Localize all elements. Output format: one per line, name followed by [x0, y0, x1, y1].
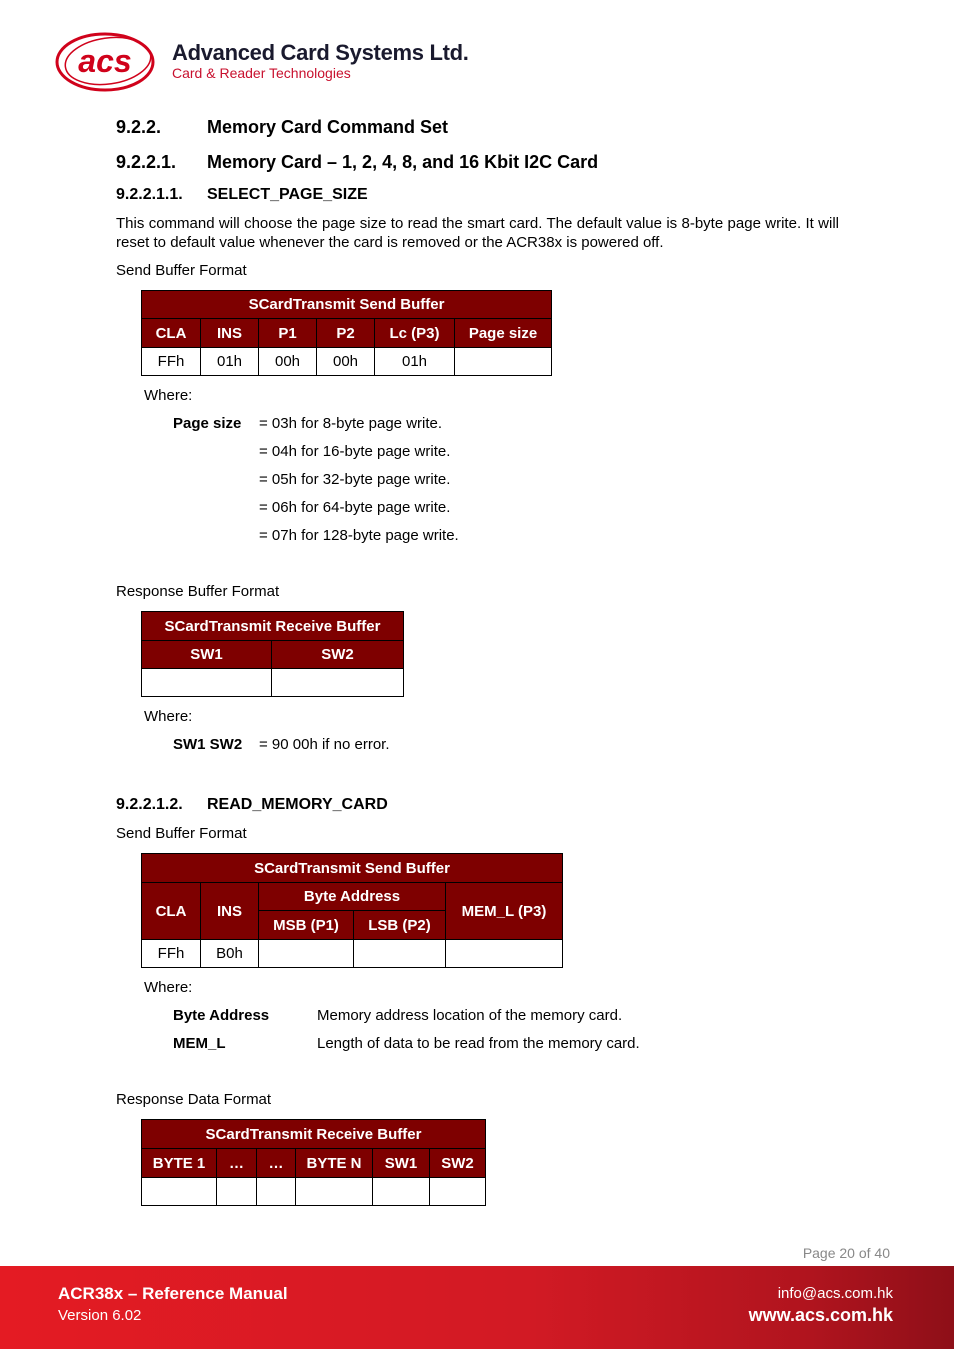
sw-term: SW1 SW2: [173, 736, 243, 753]
table-header: CLA: [142, 319, 201, 348]
table-cell: [373, 1178, 430, 1206]
svg-text:acs: acs: [78, 43, 132, 79]
acs-logo-icon: [55, 30, 165, 94]
mem-l-desc: Length of data to be read from the memory card.: [317, 1035, 640, 1052]
table-cell: FFh: [142, 348, 201, 376]
intro-paragraph: This command will choose the page size to read the smart card. The default value is 8-byte page write. It will reset to default value whenever the card is removed or the ACR38x is powered off.: [116, 215, 839, 251]
table-cell: 01h: [375, 348, 455, 376]
table-title: SCardTransmit Send Buffer: [142, 291, 552, 319]
page-size-value: = 05h for 32-byte page write.: [259, 471, 451, 488]
byte-address-term: Byte Address: [173, 1007, 270, 1024]
table-header: MSB (P1): [259, 911, 354, 940]
table-header: SW2: [430, 1149, 486, 1178]
table-cell: [272, 669, 404, 697]
table-cell: [430, 1178, 486, 1206]
table-header: SW1: [142, 641, 272, 669]
table-header: CLA: [142, 883, 201, 940]
company-name: Advanced Card Systems Ltd.: [172, 40, 469, 65]
send-buffer-label: Send Buffer Format: [116, 825, 247, 842]
where-label: Where:: [144, 387, 193, 404]
table-header: Byte Address: [259, 883, 446, 911]
table-title: SCardTransmit Send Buffer: [142, 854, 563, 883]
table-header: P1: [259, 319, 317, 348]
doc-title: ACR38x – Reference Manual: [58, 1284, 288, 1303]
byte-address-desc: Memory address location of the memory card.: [317, 1007, 623, 1024]
page-size-term: Page size: [173, 415, 242, 432]
response-data-label: Response Data Format: [116, 1091, 272, 1108]
table-header: BYTE 1: [142, 1149, 217, 1178]
table-cell: FFh: [142, 940, 201, 968]
select-page-receive-table: [141, 611, 404, 697]
table-header: BYTE N: [296, 1149, 373, 1178]
heading-read-memory-card: 9.2.2.1.2. READ_MEMORY_CARD: [116, 796, 388, 813]
page-size-value: = 04h for 16-byte page write.: [259, 443, 451, 460]
response-buffer-label: Response Buffer Format: [116, 583, 280, 600]
sw-definition: = 90 00h if no error.: [259, 736, 390, 753]
table-header: Page size: [455, 319, 552, 348]
table-cell: [446, 940, 563, 968]
company-tagline: Card & Reader Technologies: [172, 65, 351, 81]
where-label: Where:: [144, 979, 193, 996]
where-label: Where:: [144, 708, 193, 725]
table-header: INS: [201, 883, 259, 940]
send-buffer-label: Send Buffer Format: [116, 262, 247, 279]
table-header: …: [257, 1149, 296, 1178]
heading-9-2-2: 9.2.2. Memory Card Command Set: [116, 117, 449, 137]
table-header: Lc (P3): [375, 319, 455, 348]
read-memory-send-table: [141, 853, 563, 968]
email-link[interactable]: info@acs.com.hk: [777, 1285, 893, 1302]
table-cell: [217, 1178, 257, 1206]
table-cell: [354, 940, 446, 968]
page-number: Page 20 of 40: [802, 1245, 890, 1261]
mem-l-term: MEM_L: [173, 1035, 226, 1052]
table-header: SW2: [272, 641, 404, 669]
doc-version: Version 6.02: [58, 1307, 142, 1324]
page-size-value: = 07h for 128-byte page write.: [259, 527, 459, 544]
table-cell: 00h: [317, 348, 375, 376]
page-size-value: = 06h for 64-byte page write.: [259, 499, 451, 516]
table-cell: [455, 348, 552, 376]
table-cell: [296, 1178, 373, 1206]
heading-select-page-size: 9.2.2.1.1. SELECT_PAGE_SIZE: [116, 186, 368, 203]
heading-9-2-2-1: 9.2.2.1. Memory Card – 1, 2, 4, 8, and 16 Kbit I2C Card: [116, 152, 599, 172]
table-cell: B0h: [201, 940, 259, 968]
table-header: MEM_L (P3): [446, 883, 563, 940]
table-header: INS: [201, 319, 259, 348]
table-cell: 01h: [201, 348, 259, 376]
table-title: SCardTransmit Receive Buffer: [142, 612, 404, 641]
table-header: …: [217, 1149, 257, 1178]
table-cell: 00h: [259, 348, 317, 376]
read-memory-receive-table: [141, 1119, 486, 1206]
table-title: SCardTransmit Receive Buffer: [142, 1120, 486, 1149]
table-cell: [259, 940, 354, 968]
table-cell: [142, 1178, 217, 1206]
table-cell: [142, 669, 272, 697]
table-cell: [257, 1178, 296, 1206]
table-header: LSB (P2): [354, 911, 446, 940]
select-page-send-table: [141, 290, 552, 376]
table-header: P2: [317, 319, 375, 348]
table-header: SW1: [373, 1149, 430, 1178]
website-link[interactable]: www.acs.com.hk: [748, 1305, 893, 1325]
page-size-value: = 03h for 8-byte page write.: [259, 415, 443, 432]
